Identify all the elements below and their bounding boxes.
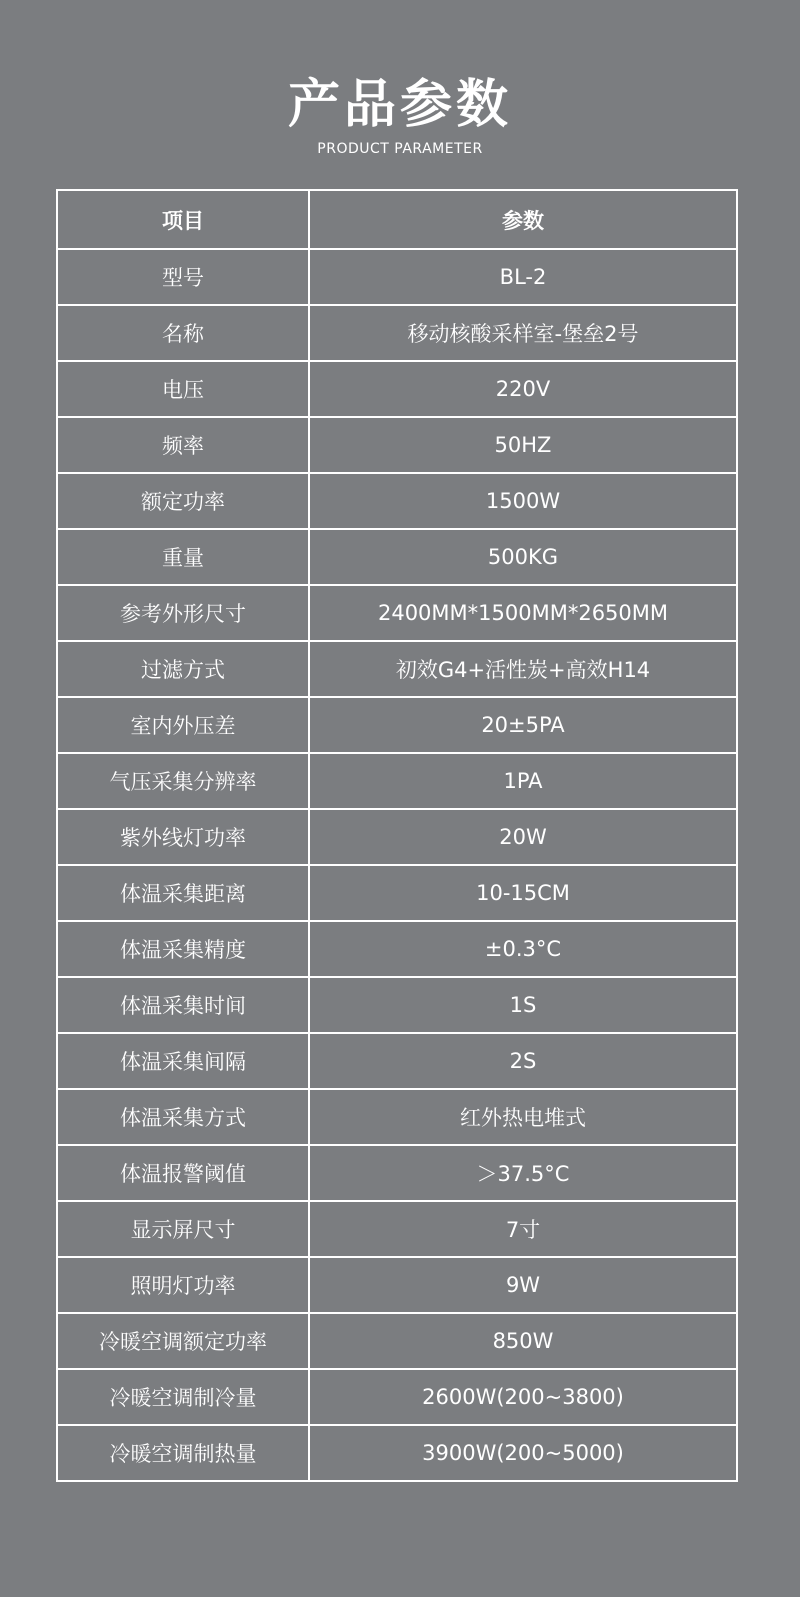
table-row: [57, 697, 737, 753]
row-value: 2400MM*1500MM*2650MM: [309, 585, 737, 641]
table-row: [57, 1089, 737, 1145]
row-item: 频率: [57, 417, 309, 473]
table-row: [57, 585, 737, 641]
parameter-table: [56, 189, 738, 1482]
row-value: 20W: [309, 809, 737, 865]
table-row: [57, 865, 737, 921]
row-item: 显示屏尺寸: [57, 1201, 309, 1257]
row-item: 名称: [57, 305, 309, 361]
row-value: 7寸: [309, 1201, 737, 1257]
row-value: BL-2: [309, 249, 737, 305]
row-item: 型号: [57, 249, 309, 305]
table-row: [57, 809, 737, 865]
table-row: [57, 1313, 737, 1369]
row-value: ＞37.5°C: [309, 1145, 737, 1201]
row-item: 体温报警阈值: [57, 1145, 309, 1201]
table-row: [57, 305, 737, 361]
table-row: [57, 529, 737, 585]
table-header-row: [57, 190, 737, 249]
row-value: 3900W(200~5000): [309, 1425, 737, 1481]
table-row: [57, 1369, 737, 1425]
row-item: 重量: [57, 529, 309, 585]
row-item: 室内外压差: [57, 697, 309, 753]
table-row: [57, 361, 737, 417]
row-item: 体温采集间隔: [57, 1033, 309, 1089]
table-row: [57, 417, 737, 473]
row-value: ±0.3°C: [309, 921, 737, 977]
row-value: 2600W(200~3800): [309, 1369, 737, 1425]
row-value: 10-15CM: [309, 865, 737, 921]
row-item: 冷暖空调额定功率: [57, 1313, 309, 1369]
table-row: [57, 1425, 737, 1481]
row-value: 红外热电堆式: [309, 1089, 737, 1145]
page-subtitle: PRODUCT PARAMETER: [317, 141, 483, 157]
row-value: 1PA: [309, 753, 737, 809]
table-row: [57, 249, 737, 305]
page-title: 产品参数: [287, 75, 512, 135]
row-value: 850W: [309, 1313, 737, 1369]
row-item: 额定功率: [57, 473, 309, 529]
table-row: [57, 641, 737, 697]
row-value: 500KG: [309, 529, 737, 585]
row-item: 冷暖空调制冷量: [57, 1369, 309, 1425]
table-row: [57, 1201, 737, 1257]
table-row: [57, 1033, 737, 1089]
row-item: 参考外形尺寸: [57, 585, 309, 641]
row-item: 体温采集精度: [57, 921, 309, 977]
row-item: 紫外线灯功率: [57, 809, 309, 865]
row-value: 移动核酸采样室-堡垒2号: [309, 305, 737, 361]
row-value: 1500W: [309, 473, 737, 529]
row-item: 冷暖空调制热量: [57, 1425, 309, 1481]
table-row: [57, 1145, 737, 1201]
row-item: 体温采集距离: [57, 865, 309, 921]
row-item: 气压采集分辨率: [57, 753, 309, 809]
row-value: 20±5PA: [309, 697, 737, 753]
row-value: 220V: [309, 361, 737, 417]
row-value: 1S: [309, 977, 737, 1033]
row-value: 2S: [309, 1033, 737, 1089]
column-header-item: 项目: [57, 190, 309, 249]
row-item: 电压: [57, 361, 309, 417]
row-item: 照明灯功率: [57, 1257, 309, 1313]
table-row: [57, 977, 737, 1033]
row-value: 50HZ: [309, 417, 737, 473]
table-row: [57, 1257, 737, 1313]
row-item: 体温采集方式: [57, 1089, 309, 1145]
row-item: 过滤方式: [57, 641, 309, 697]
row-item: 体温采集时间: [57, 977, 309, 1033]
table-row: [57, 473, 737, 529]
table-row: [57, 921, 737, 977]
row-value: 9W: [309, 1257, 737, 1313]
table-row: [57, 753, 737, 809]
row-value: 初效G4+活性炭+高效H14: [309, 641, 737, 697]
column-header-value: 参数: [309, 190, 737, 249]
